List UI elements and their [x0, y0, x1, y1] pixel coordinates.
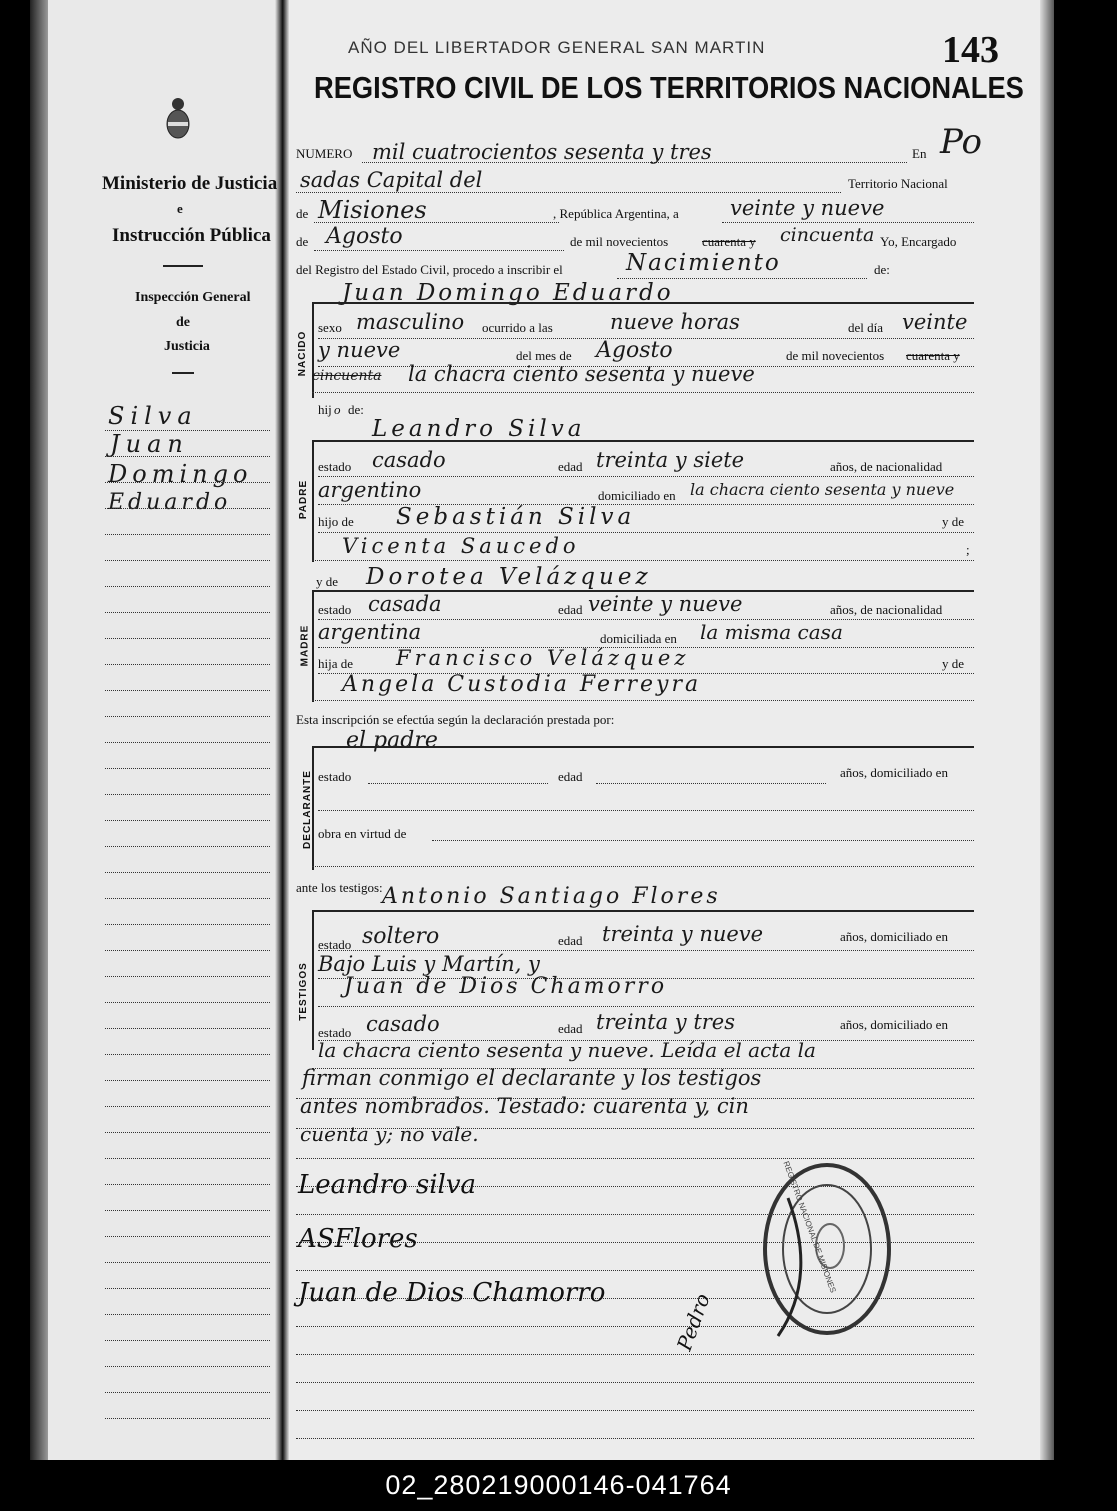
de3-label: de:: [874, 262, 890, 277]
ruled-line: [105, 1262, 270, 1263]
padre-edad-value: treinta y siete: [596, 448, 745, 472]
madre-domicilio-label: domiciliada en: [600, 631, 677, 646]
seal-text: REGISTRO NACIONAL DE MISIONES: [781, 1160, 838, 1294]
declaracion-label: Esta inscripción se efectúa según la declaración prestada por:: [296, 712, 615, 727]
ruled-line: [105, 1132, 270, 1133]
page-fold: [275, 0, 289, 1460]
page-edge: [1040, 0, 1054, 1460]
year-motto: AÑO DEL LIBERTADOR GENERAL SAN MARTIN: [348, 38, 766, 57]
year-value: cincuenta: [780, 224, 875, 246]
declarante-obra-label: obra en virtud de: [318, 826, 407, 841]
padre-y-de: y de: [942, 514, 965, 529]
section-bracket: [312, 910, 314, 1050]
dia-value: veinte: [902, 310, 968, 334]
ruled-line: [105, 664, 270, 665]
ministry-line1: Ministerio de Justicia: [102, 173, 278, 194]
rule: [318, 1006, 974, 1007]
ruled-line: [105, 820, 270, 821]
section-top-rule: [312, 440, 974, 442]
year-struck: cuarenta y: [702, 234, 756, 249]
declarante-edad-label: edad: [558, 769, 583, 784]
padre-edad-label: edad: [558, 459, 583, 474]
coat-of-arms-icon: [164, 96, 192, 140]
ruled-line: [105, 742, 270, 743]
ruled-line: [105, 586, 270, 587]
w2-edad-value: treinta y tres: [596, 1010, 736, 1034]
territory-value: Misiones: [318, 196, 427, 224]
rule: [318, 532, 974, 533]
ruled-line: [105, 430, 270, 431]
declarante-anios-label: años, domiciliado en: [840, 765, 948, 780]
rule: [296, 192, 841, 193]
ruled-line: [105, 1106, 270, 1107]
rule: [318, 476, 974, 477]
inspection-line1: Inspección General: [135, 290, 251, 305]
ruled-line: [105, 794, 270, 795]
ruled-line: [296, 1438, 974, 1439]
padre-semicolon: ;: [966, 542, 970, 557]
mes-value: Agosto: [596, 338, 673, 363]
padre-father-value: Sebastián Silva: [396, 504, 636, 530]
ministry-line2: e: [177, 201, 183, 216]
lugar-value: la chacra ciento sesenta y nueve: [408, 362, 755, 386]
padre-nacionalidad: argentino: [318, 478, 422, 502]
de2-label: de: [296, 234, 309, 249]
section-declarante-label: DECLARANTE: [301, 770, 313, 849]
section-padre-label: PADRE: [298, 479, 310, 520]
rule: [314, 250, 564, 251]
w2-edad-label: edad: [558, 1021, 583, 1036]
image-code-bar: 02_280219000146-041764: [0, 1460, 1117, 1511]
left-margin-panel: [48, 0, 286, 1460]
madre-y-de2: y de: [942, 656, 965, 671]
divider: [172, 372, 194, 374]
document-title: REGISTRO CIVIL DE LOS TERRITORIOS NACIONALES: [314, 70, 1024, 105]
ruled-line: [105, 950, 270, 951]
declarante-value: el padre: [346, 728, 438, 753]
w1-edad-value: treinta y nueve: [602, 922, 764, 946]
margin-note-line2: Juan: [110, 430, 189, 458]
padre-estado-value: casado: [372, 448, 446, 472]
section-top-rule: [312, 746, 974, 748]
ruled-line: [105, 1340, 270, 1341]
padre-name: Leandro Silva: [372, 416, 586, 442]
ruled-line: [105, 716, 270, 717]
ruled-line: [296, 1354, 974, 1355]
section-top-rule: [312, 910, 974, 912]
en-value: Po: [940, 122, 982, 162]
ruled-line: [296, 1410, 974, 1411]
w2-estado-value: casado: [366, 1012, 440, 1036]
section-bracket: [312, 590, 314, 702]
margin-note-line1: Silva: [108, 402, 198, 430]
witness2-name: Juan de Dios Chamorro: [344, 974, 668, 999]
act-value: Nacimiento: [626, 250, 781, 276]
rule: [312, 700, 974, 701]
de-label: de: [296, 206, 309, 221]
ruled-line: [105, 976, 270, 977]
ruled-line: [105, 690, 270, 691]
signature-witness1: ASFlores: [298, 1224, 418, 1254]
ruled-line: [105, 1314, 270, 1315]
rule: [312, 392, 974, 393]
ruled-line: [105, 1392, 270, 1393]
w1-estado-label: estado: [318, 937, 352, 952]
official-seal: [758, 1158, 896, 1340]
madre-hija-label: hija de: [318, 656, 354, 671]
madre-mother-value: Angela Custodia Ferreyra: [342, 672, 702, 697]
territorio-label: Territorio Nacional: [848, 176, 948, 191]
ruled-line: [105, 612, 270, 613]
rule: [314, 222, 559, 223]
w2-anios-label: años, domiciliado en: [840, 1017, 948, 1032]
ruled-line: [105, 1028, 270, 1029]
section-top-rule: [312, 302, 974, 304]
w1-estado-value: soltero: [362, 924, 440, 949]
testigos-label: ante los testigos:: [296, 880, 383, 895]
year-label: de mil novecientos: [570, 234, 669, 249]
ruled-line: [105, 456, 270, 457]
madre-edad-label: edad: [558, 602, 583, 617]
en-label: En: [912, 146, 927, 161]
ruled-line: [105, 1288, 270, 1289]
ministry-line3: Instrucción Pública: [112, 225, 271, 246]
ruled-line: [105, 1210, 270, 1211]
mes-label: del mes de: [516, 348, 572, 363]
ruled-line: [105, 1054, 270, 1055]
signature-witness2: Juan de Dios Chamorro: [298, 1278, 606, 1308]
person-name: Juan Domingo Eduardo: [342, 280, 674, 306]
madre-estado-value: casada: [368, 592, 442, 616]
closing-line4: cuenta y; no vale.: [300, 1122, 479, 1146]
rule: [318, 950, 974, 951]
ruled-line: [105, 872, 270, 873]
closing-line1: la chacra ciento sesenta y nueve. Leída el acta la: [318, 1038, 816, 1062]
madre-domicilio-value: la misma casa: [700, 620, 843, 644]
witness1-name: Antonio Santiago Flores: [382, 884, 721, 909]
section-madre-label: MADRE: [299, 624, 311, 667]
ruled-line: [105, 1158, 270, 1159]
closing-line3: antes nombrados. Testado: cuarenta y, cin: [300, 1094, 749, 1118]
rule: [722, 222, 974, 223]
ruled-line: [105, 898, 270, 899]
anio-value: cincuenta: [312, 368, 382, 384]
ruled-line: [105, 508, 270, 509]
hijo-de: de:: [348, 402, 364, 417]
hijo-label: hij: [318, 402, 332, 417]
day-value: veinte y nueve: [730, 196, 885, 220]
ruled-line: [296, 1382, 974, 1383]
ruled-line: [105, 534, 270, 535]
sexo-value: masculino: [356, 310, 465, 334]
w1-anios-label: años, domiciliado en: [840, 929, 948, 944]
anio-struck: cuarenta y: [906, 348, 960, 363]
numero-label: NUMERO: [296, 146, 353, 161]
section-testigos-label: TESTIGOS: [297, 962, 309, 1021]
yo-label: Yo, Encargado: [880, 234, 957, 249]
dia-value-cont: y nueve: [318, 338, 401, 362]
madre-nacionalidad: argentina: [318, 620, 422, 644]
madre-edad-value: veinte y nueve: [588, 592, 743, 616]
inspection-line3: Justicia: [164, 339, 210, 354]
madre-anios-label: años, de nacionalidad: [830, 602, 943, 617]
ruled-line: [105, 1366, 270, 1367]
signature-father: Leandro silva: [298, 1170, 477, 1200]
madre-estado-label: estado: [318, 602, 352, 617]
page-number: 143: [942, 29, 999, 71]
rule: [312, 866, 974, 867]
ruled-line: [105, 768, 270, 769]
rule: [432, 840, 974, 841]
padre-domicilio-value: la chacra ciento sesenta y nueve: [690, 480, 955, 499]
w1-edad-label: edad: [558, 933, 583, 948]
divider: [163, 265, 203, 267]
padre-mother-value: Vicenta Saucedo: [342, 534, 580, 558]
madre-father-value: Francisco Velázquez: [396, 646, 690, 670]
madre-name: Dorotea Velázquez: [366, 564, 652, 590]
place-continuation: sadas Capital del: [300, 168, 483, 192]
closing-line2: firman conmigo el declarante y los testigos: [302, 1066, 762, 1090]
dia-label: del día: [848, 320, 884, 335]
rule: [312, 560, 974, 561]
margin-note-line3: Domingo: [108, 460, 253, 488]
w2-estado-label: estado: [318, 1025, 352, 1040]
rule: [596, 783, 826, 784]
rule: [368, 783, 548, 784]
ruled-line: [105, 846, 270, 847]
registro-label: del Registro del Estado Civil, procedo a inscribir el: [296, 262, 563, 277]
padre-estado-label: estado: [318, 459, 352, 474]
padre-hijo-label: hijo de: [318, 514, 354, 529]
ruled-line: [105, 924, 270, 925]
month-value: Agosto: [326, 224, 403, 249]
margin-note-line4: Eduardo: [108, 490, 232, 515]
ruled-line: [105, 638, 270, 639]
inspection-line2: de: [176, 315, 190, 330]
ruled-line: [105, 1002, 270, 1003]
ruled-line: [105, 1080, 270, 1081]
hour-value: nueve horas: [610, 310, 740, 334]
rule: [318, 810, 974, 811]
anio-label: de mil novecientos: [786, 348, 885, 363]
padre-anios-label: años, de nacionalidad: [830, 459, 943, 474]
numero-value: mil cuatrocientos sesenta y tres: [372, 140, 712, 164]
w1-domicilio: Bajo Luis y Martín, y: [318, 952, 540, 976]
section-bracket: [312, 440, 314, 562]
ruled-line: [105, 560, 270, 561]
hijo-value: o: [334, 402, 341, 417]
sexo-label: sexo: [318, 320, 342, 335]
rule: [617, 278, 867, 279]
declarante-estado-label: estado: [318, 769, 352, 784]
republica-label: , República Argentina, a: [553, 206, 679, 221]
ruled-line: [105, 1418, 270, 1419]
section-nacido-label: NACIDO: [297, 330, 309, 377]
ruled-line: [105, 482, 270, 483]
padre-domicilio-label: domiciliado en: [598, 488, 676, 503]
signature-registrar: Pedro: [672, 1290, 715, 1354]
madre-y-de: y de: [316, 574, 339, 589]
ocurrido-label: ocurrido a las: [482, 320, 553, 335]
ruled-line: [105, 1184, 270, 1185]
ruled-line: [105, 1236, 270, 1237]
